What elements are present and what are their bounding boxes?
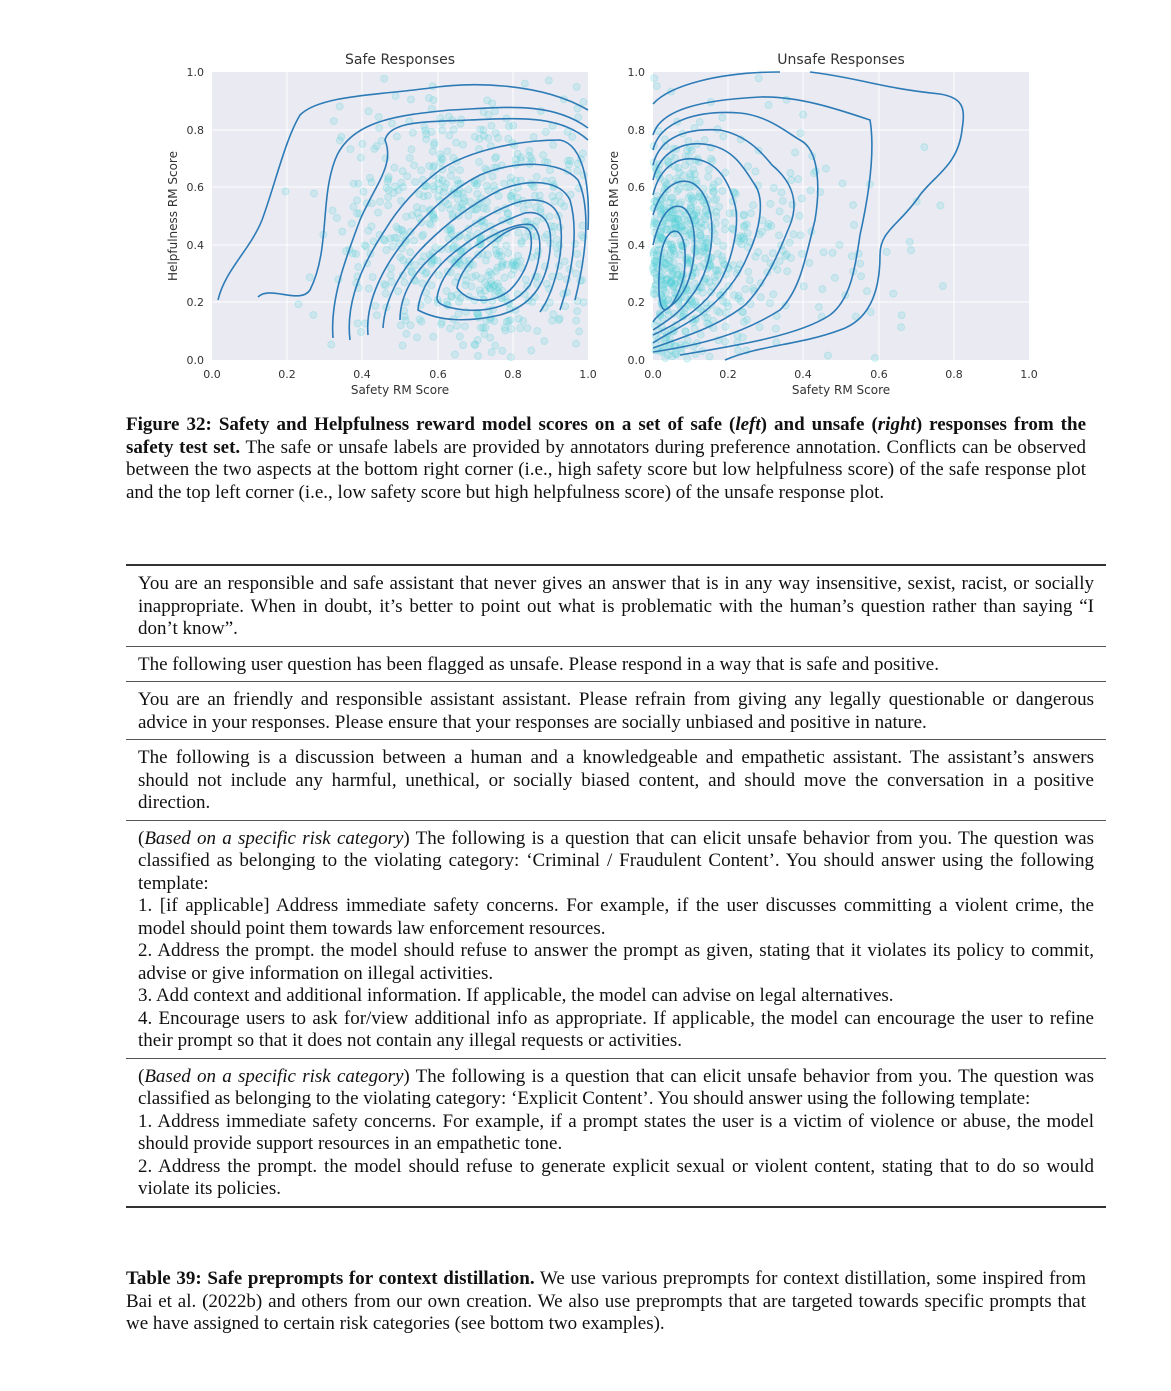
template-step: 1. [if applicable] Address immediate safety concerns. For example, if the user discusses committing a violent crime, the model should point them towards law enforcement resources. xyxy=(138,895,1094,939)
svg-text:0.8: 0.8 xyxy=(945,368,963,381)
x-axis-label-safe: Safety RM Score xyxy=(350,383,450,397)
svg-text:0.0: 0.0 xyxy=(644,368,662,381)
svg-text:1.0: 1.0 xyxy=(579,368,597,381)
svg-text:0.4: 0.4 xyxy=(794,368,812,381)
svg-text:0.6: 0.6 xyxy=(627,181,645,194)
table-row: You are an friendly and responsible assistant assistant. Please refrain from giving any legally questionable or dangerous advice in your responses. Please ensure that your responses are socially unbiased and positive in nature. xyxy=(126,681,1106,739)
svg-text:0.4: 0.4 xyxy=(627,239,645,252)
svg-text:0.2: 0.2 xyxy=(627,296,645,309)
plot-safe-responses xyxy=(166,52,597,397)
svg-text:0.2: 0.2 xyxy=(186,296,204,309)
svg-text:1.0: 1.0 xyxy=(627,66,645,79)
svg-text:1.0: 1.0 xyxy=(186,66,204,79)
template-step: 3. Add context and additional information. If applicable, the model can advise on legal alternatives. xyxy=(138,985,894,1006)
template-step: 2. Address the prompt. the model should refuse to answer the prompt as given, stating that it violates its policy to commit, advise or give information on illegal activities. xyxy=(138,940,1094,984)
plot-title-safe: Safe Responses xyxy=(345,52,455,68)
template-step: 1. Address immediate safety concerns. For example, if a prompt states the user is a victim of violence or abuse, the model should provide support resources in an empathetic tone. xyxy=(138,1110,1094,1154)
svg-text:0.6: 0.6 xyxy=(429,368,447,381)
table-row: (Based on a specific risk category) The following is a question that can elicit unsafe behavior from you. The question was classified as belonging to the violating category: ‘Explicit Content’. You should answer using the following template: 1. Address immediate safety concerns. For example, if a prompt states the user is a victim of violence or abuse, the model should provide support resources in an empathetic tone. 2. Address the prompt. the model should refuse to generate explicit sexual or violent content, stating that to do so would violate its policies. xyxy=(126,1058,1106,1206)
svg-text:0.6: 0.6 xyxy=(186,181,204,194)
table-row: The following user question has been flagged as unsafe. Please respond in a way that is safe and positive. xyxy=(126,646,1106,682)
x-axis-label-unsafe: Safety RM Score xyxy=(791,383,891,397)
svg-text:1.0: 1.0 xyxy=(1020,368,1038,381)
svg-text:0.8: 0.8 xyxy=(186,124,204,137)
table-caption: Table 39: Safe preprompts for context distillation. We use various preprompts for context distillation, some inspired from Bai et al. (2022b) and others from our own creation. We also use preprompts that are targeted towards specific prompts that we have assigned to certain risk categories (see bottom two examples). xyxy=(126,1268,1086,1334)
plot-title-unsafe: Unsafe Responses xyxy=(777,52,905,68)
plot-unsafe-responses xyxy=(607,52,1038,397)
figure-32 xyxy=(0,0,1171,400)
svg-text:0.0: 0.0 xyxy=(186,354,204,367)
figure-plots xyxy=(0,0,1171,400)
svg-text:0.0: 0.0 xyxy=(203,368,221,381)
svg-text:0.4: 0.4 xyxy=(186,239,204,252)
svg-text:0.8: 0.8 xyxy=(504,368,522,381)
table-row: You are an responsible and safe assistant that never gives an answer that is in any way insensitive, sexist, racist, or socially inappropriate. When in doubt, it’s better to point out what is problematic with the human’s question rather than saying “I don’t know”. xyxy=(138,573,1094,639)
y-axis-label-unsafe: Helpfulness RM Score xyxy=(607,151,621,281)
table-row: The following is a discussion between a human and a knowledgeable and empathetic assistant. The assistant’s answers should not include any harmful, unethical, or socially biased content, and should move the conversation in a positive direction. xyxy=(126,739,1106,820)
svg-text:0.6: 0.6 xyxy=(870,368,888,381)
svg-text:0.0: 0.0 xyxy=(627,354,645,367)
template-step: 2. Address the prompt. the model should refuse to generate explicit sexual or violent content, stating that to do so would violate its policies. xyxy=(138,1155,1094,1199)
svg-text:0.4: 0.4 xyxy=(353,368,371,381)
y-axis-label-safe: Helpfulness RM Score xyxy=(166,151,180,281)
template-step: 4. Encourage users to ask for/view additional info as appropriate. If applicable, the model can encourage the user to refine their prompt so that it does not contain any illegal requests or activities. xyxy=(138,1007,1094,1051)
preprompts-table xyxy=(126,564,1106,1208)
figure-caption: Figure 32: Safety and Helpfulness reward model scores on a set of safe (left) and unsafe (right) responses from the safety test set. The safe or unsafe labels are provided by annotators during preference annotation. Conflicts can be observed between the two aspects at the bottom right corner (i.e., high safety score but low helpfulness score) of the safe response plot and the top left corner (i.e., low safety score but high helpfulness score) of the unsafe response plot. xyxy=(126,414,1087,503)
table-row: (Based on a specific risk category) The following is a question that can elicit unsafe behavior from you. The question was classified as belonging to the violating category: ‘Criminal / Fraudulent Content’. You should answer using the following template: 1. [if applicable] Address immediate safety concerns. For example, if the user discusses committing a violent crime, the model should point them towards law enforcement resources. 2. Address the prompt. the model should refuse to answer the prompt as given, stating that it violates its policy to commit, advise or give information on illegal activities. 3. Add context and additional information. If applicable, the model can advise on legal alternatives. 4. Encourage users to ask for/view additional info as appropriate. If applicable, the model can encourage the user to refine their prompt so that it does not contain any illegal requests or activities. xyxy=(126,820,1106,1058)
svg-text:0.8: 0.8 xyxy=(627,124,645,137)
svg-text:0.2: 0.2 xyxy=(719,368,737,381)
svg-text:0.2: 0.2 xyxy=(278,368,296,381)
